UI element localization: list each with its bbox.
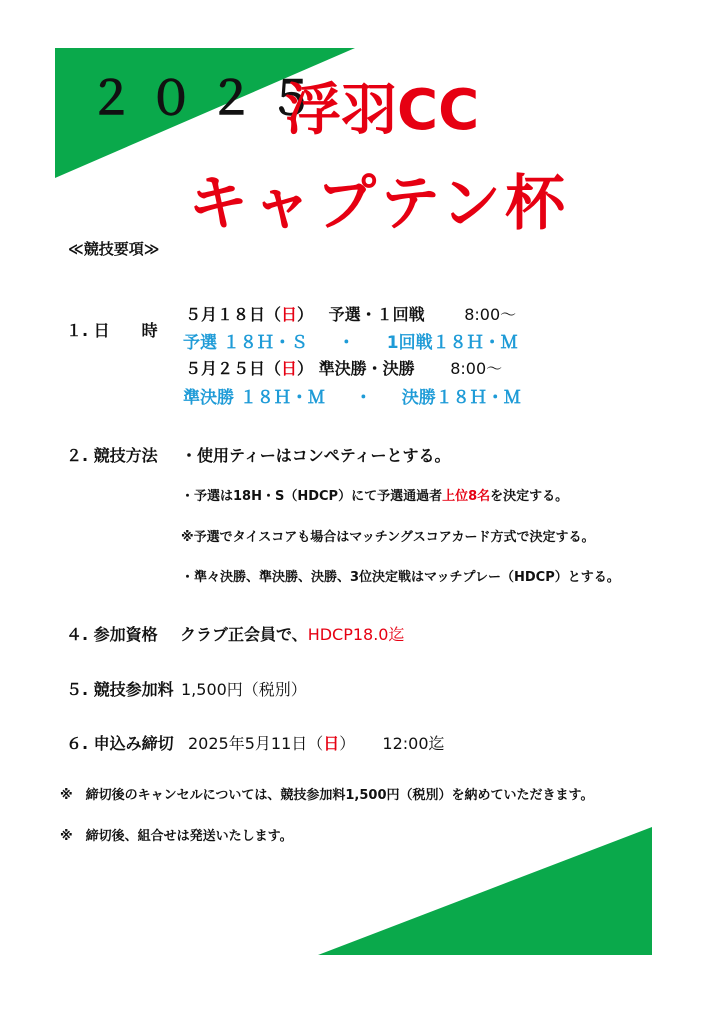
day2-weekday: 日 xyxy=(281,359,298,378)
note-cancellation: ※ 締切後のキャンセルについては、競技参加料1,500円（税別）を納めていただきます。 xyxy=(60,788,594,803)
method-line4: ・準々決勝、準決勝、決勝、3位決定戦はマッチプレー（HDCP）とする。 xyxy=(181,570,620,585)
eligibility-label: ４. 参加資格 xyxy=(66,625,158,644)
year-heading: ２０２５ xyxy=(88,71,328,125)
day2-separator: ・ xyxy=(354,388,372,408)
eligibility-text xyxy=(180,622,405,645)
day1-round1-course: 1回戦１８Ｈ・Ｍ xyxy=(386,333,518,353)
title-club-name: 浮羽CC xyxy=(285,78,480,143)
method-line3: ※予選でタイスコアも場合はマッチングスコアカード方式で決定する。 xyxy=(181,530,595,545)
method-line2-text: ・予選は18H・S（HDCP）にて予選通過者 xyxy=(181,489,443,504)
day2-semifinal-course: 準決勝 １８Ｈ・Ｍ xyxy=(183,388,325,408)
day1-time: 8:00～ xyxy=(464,305,517,324)
deadline-time: 12:00迄 xyxy=(382,734,445,753)
deadline-date-close: ） xyxy=(339,734,356,753)
day2-final-course: 決勝１８Ｈ・Ｍ xyxy=(401,388,521,408)
deadline-weekday: 日 xyxy=(323,734,340,753)
schedule-day2 xyxy=(185,356,502,379)
day2-time: 8:00～ xyxy=(450,359,503,378)
day1-separator: ・ xyxy=(337,333,355,353)
fee-amount: 1,500円（税別） xyxy=(181,680,307,699)
day1-date-close: ） xyxy=(297,305,314,324)
deadline-date xyxy=(188,731,445,754)
day2-courses xyxy=(183,383,521,408)
method-line1: ・使用ティーはコンペティーとする。 xyxy=(181,446,451,465)
day2-date-close: ） xyxy=(297,359,314,378)
day1-qualifier-course: 予選 １８Ｈ・Ｓ xyxy=(183,333,308,353)
title-event-name: キャプテン杯 xyxy=(188,169,569,239)
section-heading: ≪競技要項≫ xyxy=(68,240,160,258)
day2-date: ５月２５日（ xyxy=(185,359,282,378)
day2-events: 準決勝・決勝 xyxy=(318,359,415,378)
method-line2 xyxy=(181,485,568,504)
bottom-right-green-triangle xyxy=(318,827,652,955)
eligibility-text-main: クラブ正会員で、 xyxy=(180,625,308,644)
day1-courses xyxy=(183,328,518,353)
note-pairings: ※ 締切後、組合せは発送いたします。 xyxy=(60,829,293,844)
deadline-label: ６. 申込み締切 xyxy=(66,734,174,753)
schedule-label: １. 日 時 xyxy=(66,321,158,340)
method-label: ２. 競技方法 xyxy=(66,446,158,465)
deadline-date-text: 2025年5月11日（ xyxy=(188,734,324,753)
schedule-day1 xyxy=(185,302,516,325)
method-line2-suffix: を決定する。 xyxy=(490,489,569,504)
method-line2-highlight: 上位8名 xyxy=(442,489,491,504)
eligibility-hdcp: HDCP18.0迄 xyxy=(307,625,405,644)
day1-events: 予選・１回戦 xyxy=(328,305,425,324)
fee-label: ５. 競技参加料 xyxy=(66,680,174,699)
day1-date: ５月１８日（ xyxy=(185,305,282,324)
day1-weekday: 日 xyxy=(281,305,298,324)
